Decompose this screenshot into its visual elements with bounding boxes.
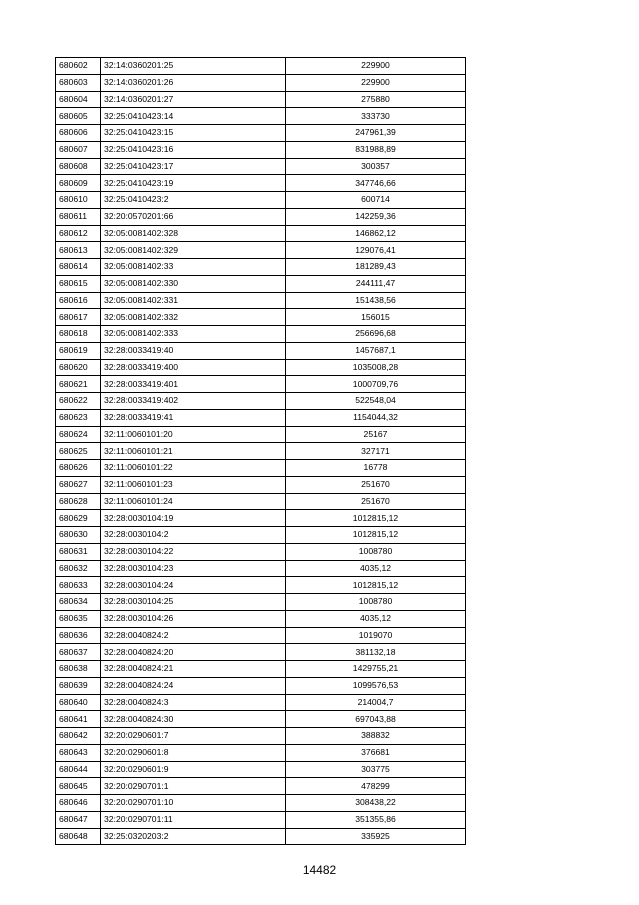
cadastral-number-cell: 32:20:0290701:1 — [101, 778, 286, 795]
cadastral-number-cell: 32:25:0410423:15 — [101, 125, 286, 142]
cadastral-number-cell: 32:28:0030104:26 — [101, 610, 286, 627]
row-number-cell: 680624 — [56, 426, 101, 443]
value-cell: 388832 — [286, 728, 466, 745]
cadastral-number-cell: 32:28:0033419:40 — [101, 342, 286, 359]
table-row — [56, 192, 466, 209]
table-row — [56, 610, 466, 627]
table-row — [56, 141, 466, 158]
table-row — [56, 677, 466, 694]
table-row — [56, 58, 466, 75]
table-row — [56, 560, 466, 577]
table-row — [56, 644, 466, 661]
row-number-cell: 680612 — [56, 225, 101, 242]
value-cell: 327171 — [286, 443, 466, 460]
cadastral-number-cell: 32:28:0040824:20 — [101, 644, 286, 661]
value-cell: 478299 — [286, 778, 466, 795]
table-row — [56, 543, 466, 560]
table-row — [56, 292, 466, 309]
cadastral-number-cell: 32:28:0033419:402 — [101, 393, 286, 410]
value-cell: 303775 — [286, 761, 466, 778]
cadastral-number-cell: 32:28:0030104:23 — [101, 560, 286, 577]
data-table — [55, 57, 466, 845]
table-row — [56, 811, 466, 828]
table-row — [56, 125, 466, 142]
cadastral-number-cell: 32:28:0030104:2 — [101, 527, 286, 544]
value-cell: 831988,89 — [286, 141, 466, 158]
value-cell: 1154044,32 — [286, 409, 466, 426]
table-row — [56, 577, 466, 594]
cadastral-number-cell: 32:28:0040824:30 — [101, 711, 286, 728]
row-number-cell: 680647 — [56, 811, 101, 828]
cadastral-number-cell: 32:25:0410423:16 — [101, 141, 286, 158]
value-cell: 251670 — [286, 476, 466, 493]
value-cell: 214004,7 — [286, 694, 466, 711]
cadastral-number-cell: 32:20:0290601:7 — [101, 728, 286, 745]
value-cell: 347746,66 — [286, 175, 466, 192]
table-row — [56, 527, 466, 544]
value-cell: 151438,56 — [286, 292, 466, 309]
row-number-cell: 680626 — [56, 460, 101, 477]
row-number-cell: 680648 — [56, 828, 101, 845]
table-row — [56, 326, 466, 343]
value-cell: 181289,43 — [286, 259, 466, 276]
table-row — [56, 208, 466, 225]
cadastral-number-cell: 32:20:0290701:11 — [101, 811, 286, 828]
row-number-cell: 680611 — [56, 208, 101, 225]
value-cell: 1457687,1 — [286, 342, 466, 359]
cadastral-number-cell: 32:11:0060101:24 — [101, 493, 286, 510]
row-number-cell: 680618 — [56, 326, 101, 343]
value-cell: 251670 — [286, 493, 466, 510]
table-row — [56, 342, 466, 359]
value-cell: 229900 — [286, 74, 466, 91]
row-number-cell: 680616 — [56, 292, 101, 309]
cadastral-number-cell: 32:05:0081402:331 — [101, 292, 286, 309]
cadastral-number-cell: 32:25:0410423:19 — [101, 175, 286, 192]
cadastral-number-cell: 32:05:0081402:330 — [101, 275, 286, 292]
row-number-cell: 680619 — [56, 342, 101, 359]
cadastral-number-cell: 32:28:0033419:401 — [101, 376, 286, 393]
table-row — [56, 275, 466, 292]
table-row — [56, 728, 466, 745]
value-cell: 129076,41 — [286, 242, 466, 259]
table-row — [56, 744, 466, 761]
table-row — [56, 409, 466, 426]
table-row — [56, 393, 466, 410]
row-number-cell: 680621 — [56, 376, 101, 393]
row-number-cell: 680632 — [56, 560, 101, 577]
cadastral-number-cell: 32:05:0081402:33 — [101, 259, 286, 276]
value-cell: 4035,12 — [286, 560, 466, 577]
cadastral-number-cell: 32:20:0290601:8 — [101, 744, 286, 761]
row-number-cell: 680609 — [56, 175, 101, 192]
value-cell: 376681 — [286, 744, 466, 761]
table-row — [56, 493, 466, 510]
row-number-cell: 680620 — [56, 359, 101, 376]
value-cell: 300357 — [286, 158, 466, 175]
cadastral-number-cell: 32:14:0360201:25 — [101, 58, 286, 75]
table-row — [56, 259, 466, 276]
row-number-cell: 680631 — [56, 543, 101, 560]
cadastral-number-cell: 32:28:0040824:2 — [101, 627, 286, 644]
table-row — [56, 627, 466, 644]
table-row — [56, 225, 466, 242]
value-cell: 25167 — [286, 426, 466, 443]
value-cell: 247961,39 — [286, 125, 466, 142]
row-number-cell: 680643 — [56, 744, 101, 761]
value-cell: 275880 — [286, 91, 466, 108]
row-number-cell: 680604 — [56, 91, 101, 108]
row-number-cell: 680613 — [56, 242, 101, 259]
row-number-cell: 680614 — [56, 259, 101, 276]
row-number-cell: 680617 — [56, 309, 101, 326]
row-number-cell: 680636 — [56, 627, 101, 644]
table-row — [56, 510, 466, 527]
row-number-cell: 680615 — [56, 275, 101, 292]
row-number-cell: 680606 — [56, 125, 101, 142]
table-row — [56, 711, 466, 728]
cadastral-number-cell: 32:28:0040824:21 — [101, 661, 286, 678]
cadastral-number-cell: 32:28:0030104:19 — [101, 510, 286, 527]
cadastral-number-cell: 32:25:0320203:2 — [101, 828, 286, 845]
cadastral-number-cell: 32:05:0081402:332 — [101, 309, 286, 326]
value-cell: 351355,86 — [286, 811, 466, 828]
cadastral-number-cell: 32:28:0030104:22 — [101, 543, 286, 560]
row-number-cell: 680628 — [56, 493, 101, 510]
table-row — [56, 661, 466, 678]
value-cell: 256696,68 — [286, 326, 466, 343]
value-cell: 142259,36 — [286, 208, 466, 225]
value-cell: 333730 — [286, 108, 466, 125]
cadastral-number-cell: 32:25:0410423:17 — [101, 158, 286, 175]
table-row — [56, 376, 466, 393]
value-cell: 4035,12 — [286, 610, 466, 627]
row-number-cell: 680610 — [56, 192, 101, 209]
value-cell: 1099576,53 — [286, 677, 466, 694]
row-number-cell: 680625 — [56, 443, 101, 460]
cadastral-number-cell: 32:20:0290701:10 — [101, 795, 286, 812]
value-cell: 1012815,12 — [286, 577, 466, 594]
value-cell: 229900 — [286, 58, 466, 75]
row-number-cell: 680605 — [56, 108, 101, 125]
table-row — [56, 761, 466, 778]
row-number-cell: 680633 — [56, 577, 101, 594]
value-cell: 1012815,12 — [286, 510, 466, 527]
cadastral-number-cell: 32:20:0570201:66 — [101, 208, 286, 225]
table-row — [56, 175, 466, 192]
row-number-cell: 680642 — [56, 728, 101, 745]
row-number-cell: 680607 — [56, 141, 101, 158]
cadastral-number-cell: 32:11:0060101:23 — [101, 476, 286, 493]
table-row — [56, 426, 466, 443]
cadastral-number-cell: 32:11:0060101:21 — [101, 443, 286, 460]
value-cell: 146862,12 — [286, 225, 466, 242]
table-row — [56, 74, 466, 91]
row-number-cell: 680638 — [56, 661, 101, 678]
value-cell: 1000709,76 — [286, 376, 466, 393]
table-body — [56, 58, 466, 845]
row-number-cell: 680645 — [56, 778, 101, 795]
row-number-cell: 680646 — [56, 795, 101, 812]
cadastral-number-cell: 32:05:0081402:329 — [101, 242, 286, 259]
table-row — [56, 476, 466, 493]
table-row — [56, 158, 466, 175]
value-cell: 1429755,21 — [286, 661, 466, 678]
row-number-cell: 680644 — [56, 761, 101, 778]
table-row — [56, 460, 466, 477]
cadastral-number-cell: 32:11:0060101:22 — [101, 460, 286, 477]
value-cell: 1035008,28 — [286, 359, 466, 376]
row-number-cell: 680639 — [56, 677, 101, 694]
table-row — [56, 694, 466, 711]
table-row — [56, 91, 466, 108]
row-number-cell: 680641 — [56, 711, 101, 728]
value-cell: 697043,88 — [286, 711, 466, 728]
cadastral-number-cell: 32:28:0030104:25 — [101, 594, 286, 611]
row-number-cell: 680634 — [56, 594, 101, 611]
row-number-cell: 680629 — [56, 510, 101, 527]
cadastral-number-cell: 32:28:0040824:3 — [101, 694, 286, 711]
cadastral-number-cell: 32:28:0030104:24 — [101, 577, 286, 594]
row-number-cell: 680608 — [56, 158, 101, 175]
cadastral-number-cell: 32:28:0033419:41 — [101, 409, 286, 426]
cadastral-number-cell: 32:14:0360201:27 — [101, 91, 286, 108]
table-row — [56, 359, 466, 376]
cadastral-number-cell: 32:11:0060101:20 — [101, 426, 286, 443]
value-cell: 16778 — [286, 460, 466, 477]
cadastral-number-cell: 32:20:0290601:9 — [101, 761, 286, 778]
row-number-cell: 680603 — [56, 74, 101, 91]
row-number-cell: 680627 — [56, 476, 101, 493]
row-number-cell: 680635 — [56, 610, 101, 627]
row-number-cell: 680630 — [56, 527, 101, 544]
cadastral-number-cell: 32:05:0081402:328 — [101, 225, 286, 242]
row-number-cell: 680622 — [56, 393, 101, 410]
table-row — [56, 443, 466, 460]
cadastral-number-cell: 32:28:0040824:24 — [101, 677, 286, 694]
value-cell: 1012815,12 — [286, 527, 466, 544]
cadastral-number-cell: 32:05:0081402:333 — [101, 326, 286, 343]
value-cell: 1008780 — [286, 594, 466, 611]
cadastral-number-cell: 32:28:0033419:400 — [101, 359, 286, 376]
page-number: 14482 — [302, 863, 337, 877]
row-number-cell: 680623 — [56, 409, 101, 426]
value-cell: 308438,22 — [286, 795, 466, 812]
row-number-cell: 680602 — [56, 58, 101, 75]
value-cell: 1008780 — [286, 543, 466, 560]
cadastral-number-cell: 32:14:0360201:26 — [101, 74, 286, 91]
table-row — [56, 795, 466, 812]
value-cell: 522548,04 — [286, 393, 466, 410]
value-cell: 156015 — [286, 309, 466, 326]
table-row — [56, 242, 466, 259]
value-cell: 244111,47 — [286, 275, 466, 292]
row-number-cell: 680640 — [56, 694, 101, 711]
cadastral-number-cell: 32:25:0410423:2 — [101, 192, 286, 209]
table-row — [56, 778, 466, 795]
value-cell: 335925 — [286, 828, 466, 845]
table-row — [56, 309, 466, 326]
row-number-cell: 680637 — [56, 644, 101, 661]
value-cell: 1019070 — [286, 627, 466, 644]
value-cell: 381132,18 — [286, 644, 466, 661]
value-cell: 600714 — [286, 192, 466, 209]
table-row — [56, 594, 466, 611]
table-row — [56, 108, 466, 125]
table-row — [56, 828, 466, 845]
cadastral-number-cell: 32:25:0410423:14 — [101, 108, 286, 125]
